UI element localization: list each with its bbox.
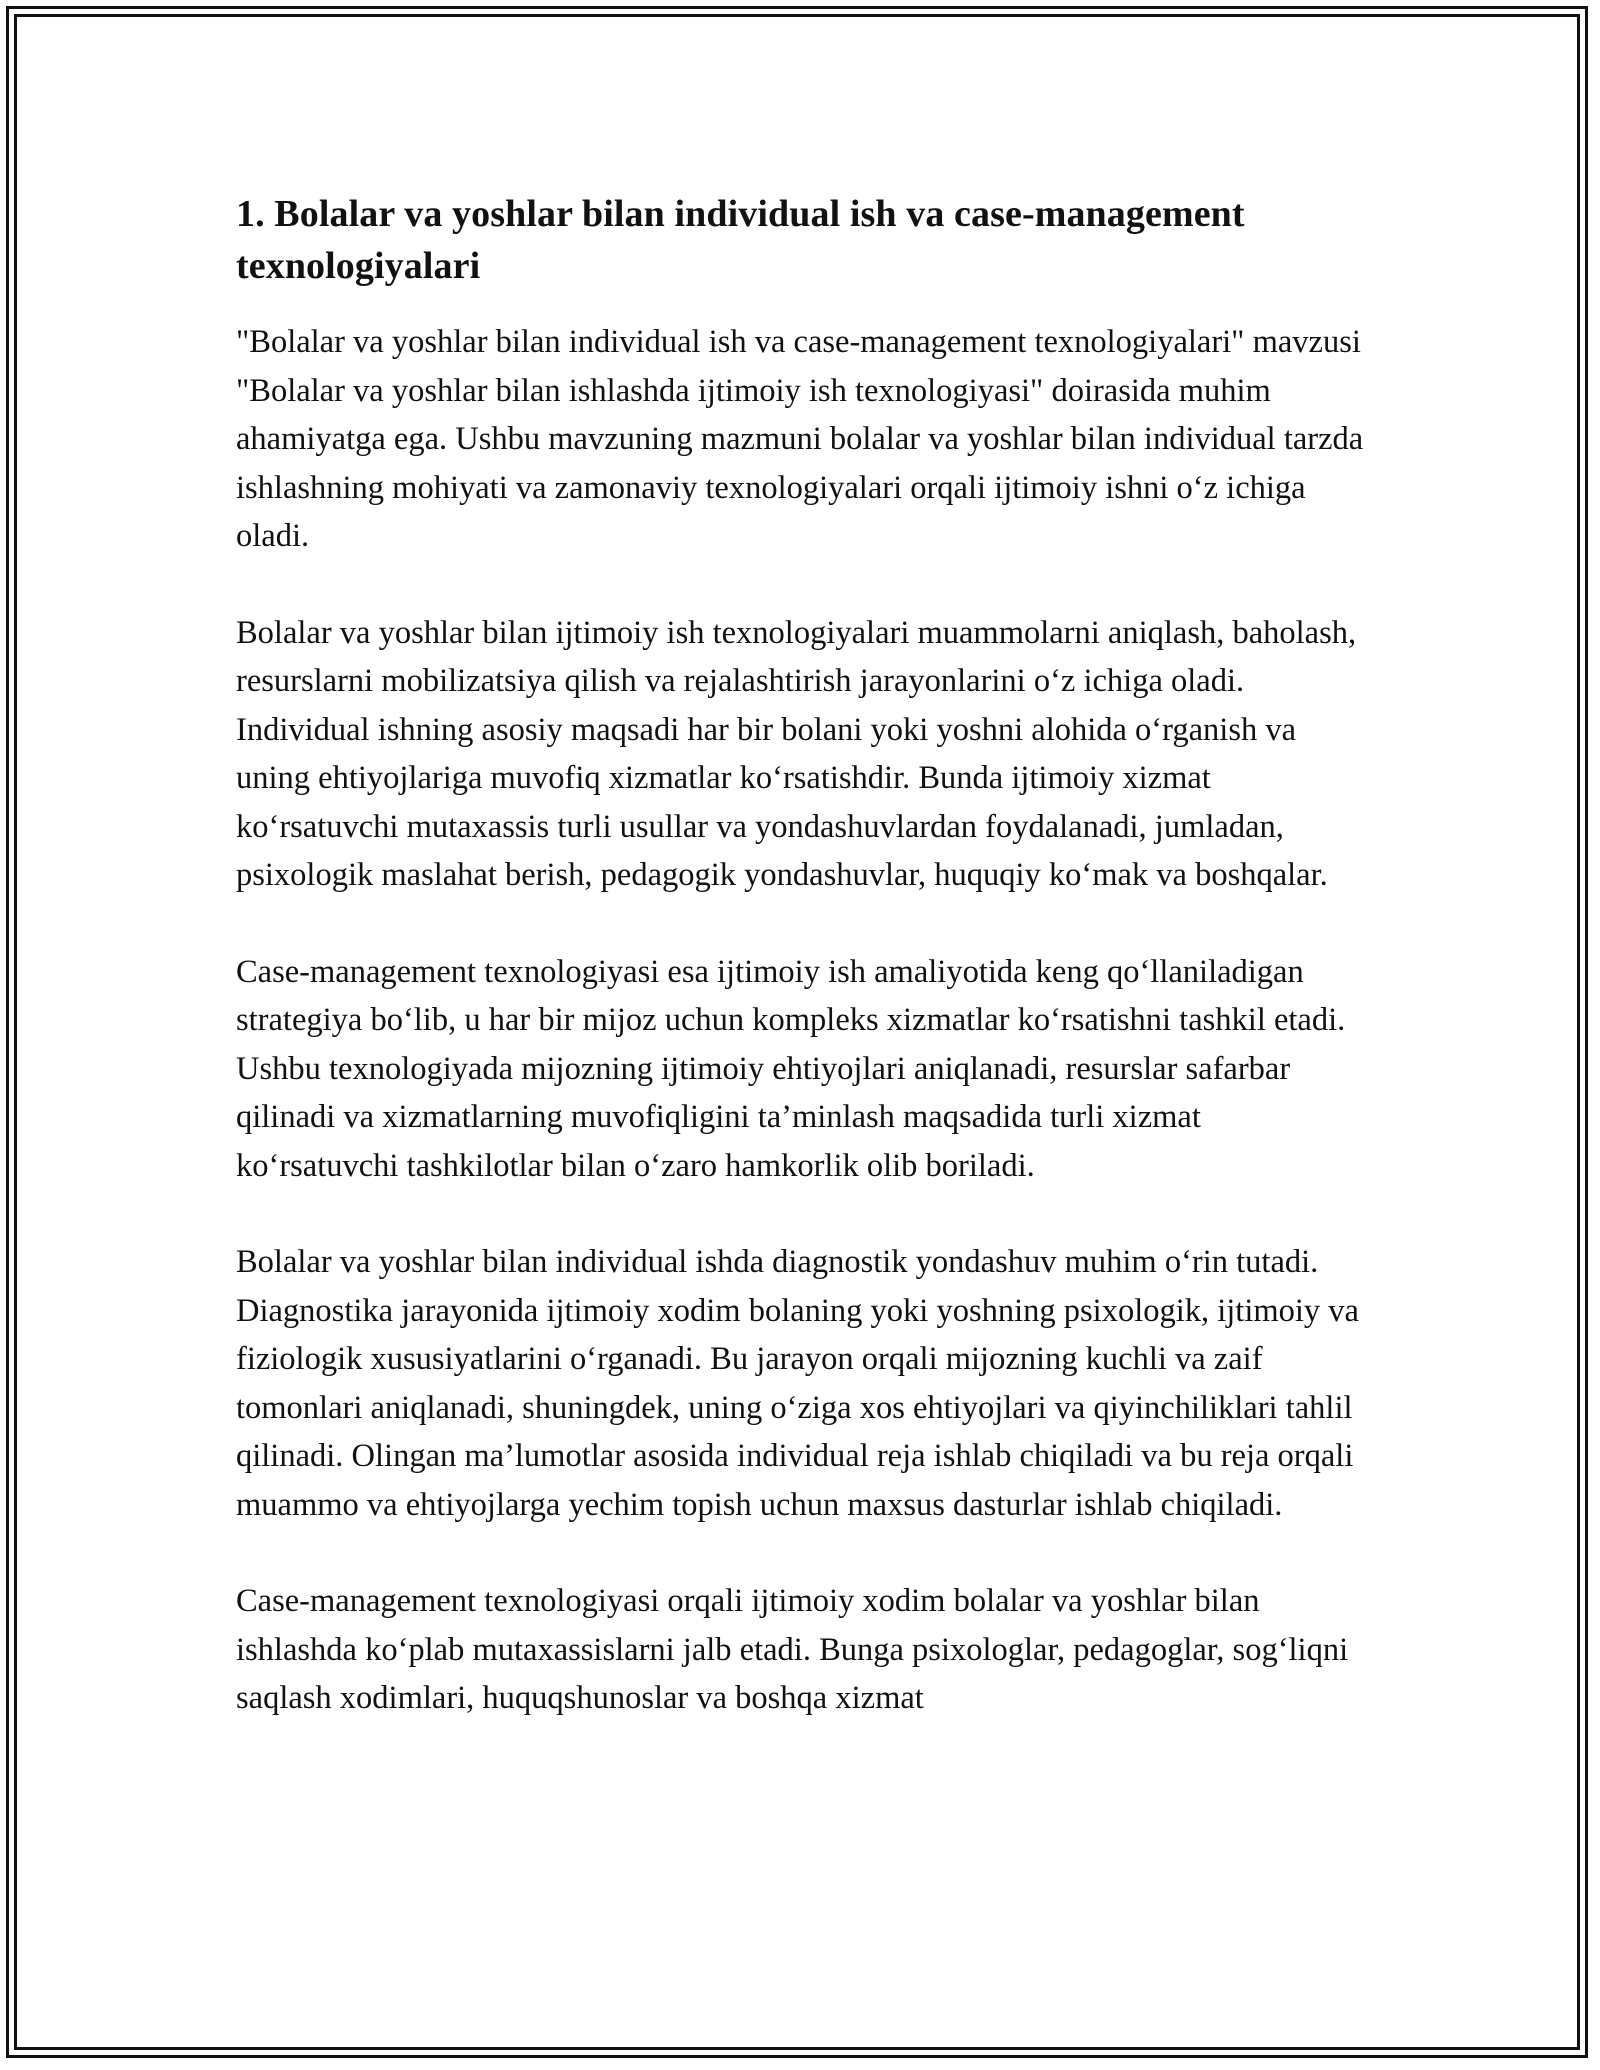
paragraph-specialists: Case-management texnologiyasi orqali ijtimoiy xodim bolalar va yoshlar bilan ishlashda ko‘plab mutaxassislarni jalb etadi. Bunga psixologlar, pedagoglar, sog‘liqni saqlash xodimlari, huquqshunoslar va boshqa xizmat bbox=[236, 1583, 1349, 1716]
paragraph-intro: "Bolalar va yoshlar bilan individual ish va case-management texnologiyalari" mavzusi "Bolalar va yoshlar bilan ishlashda ijtimoiy ish texnologiyasi" doirasida muhim ahamiyatga ega. Ushbu mavzuning mazmuni bolalar va yoshlar bilan individual tarzda ishlashning mohiyati va zamonaviy texnologiyalari orqali ijtimoiy ishni o‘z ichiga oladi. bbox=[236, 324, 1364, 554]
paragraph-social-work-technologies: Bolalar va yoshlar bilan ijtimoiy ish texnologiyalari muammolarni aniqlash, baholash, resurslarni mobilizatsiya qilish va rejalashtirish jarayonlarini o‘z ichiga oladi. Individual ishning asosiy maqsadi har bir bolani yoki yoshni alohida o‘rganish va uning ehtiyojlariga muvofiq xizmatlar ko‘rsatishdir. Bunda ijtimoiy xizmat ko‘rsatuvchi mutaxassis turli usullar va yondashuvlardan foydalanadi, jumladan, psixologik maslahat berish, pedagogik yondashuvlar, huquqiy ko‘mak va boshqalar. bbox=[236, 614, 1357, 893]
paragraph-diagnostic-approach: Bolalar va yoshlar bilan individual ishda diagnostik yondashuv muhim o‘rin tutadi. Diagnostika jarayonida ijtimoiy xodim bolaning yoki yoshning psixologik, ijtimoiy va fiziologik xususiyatlarini o‘rganadi. Bu jarayon orqali mijozning kuchli va zaif tomonlari aniqlanadi, shuningdek, uning o‘ziga xos ehtiyojlari va qiyinchiliklari tahlil qilinadi. Olingan ma’lumotlar asosida individual reja ishlab chiqiladi va bu reja orqali muammo va ehtiyojlarga yechim topish uchun maxsus dasturlar ishlab chiqiladi. bbox=[236, 1244, 1359, 1523]
paragraph-case-management: Case-management texnologiyasi esa ijtimoiy ish amaliyotida keng qo‘llaniladigan strategiya bo‘lib, u har bir mijoz uchun kompleks xizmatlar ko‘rsatishni tashkil etadi. Ushbu texnologiyada mijozning ijtimoiy ehtiyojlari aniqlanadi, resurslar safarbar qilinadi va xizmatlarning muvofiqligini ta’minlash maqsadida turli xizmat ko‘rsatuvchi tashkilotlar bilan o‘zaro hamkorlik olib boriladi. bbox=[236, 953, 1346, 1184]
document-title: 1. Bolalar va yoshlar bilan individual ish va case-management texnologiyalari bbox=[236, 193, 1245, 287]
document-body bbox=[236, 188, 1366, 1771]
